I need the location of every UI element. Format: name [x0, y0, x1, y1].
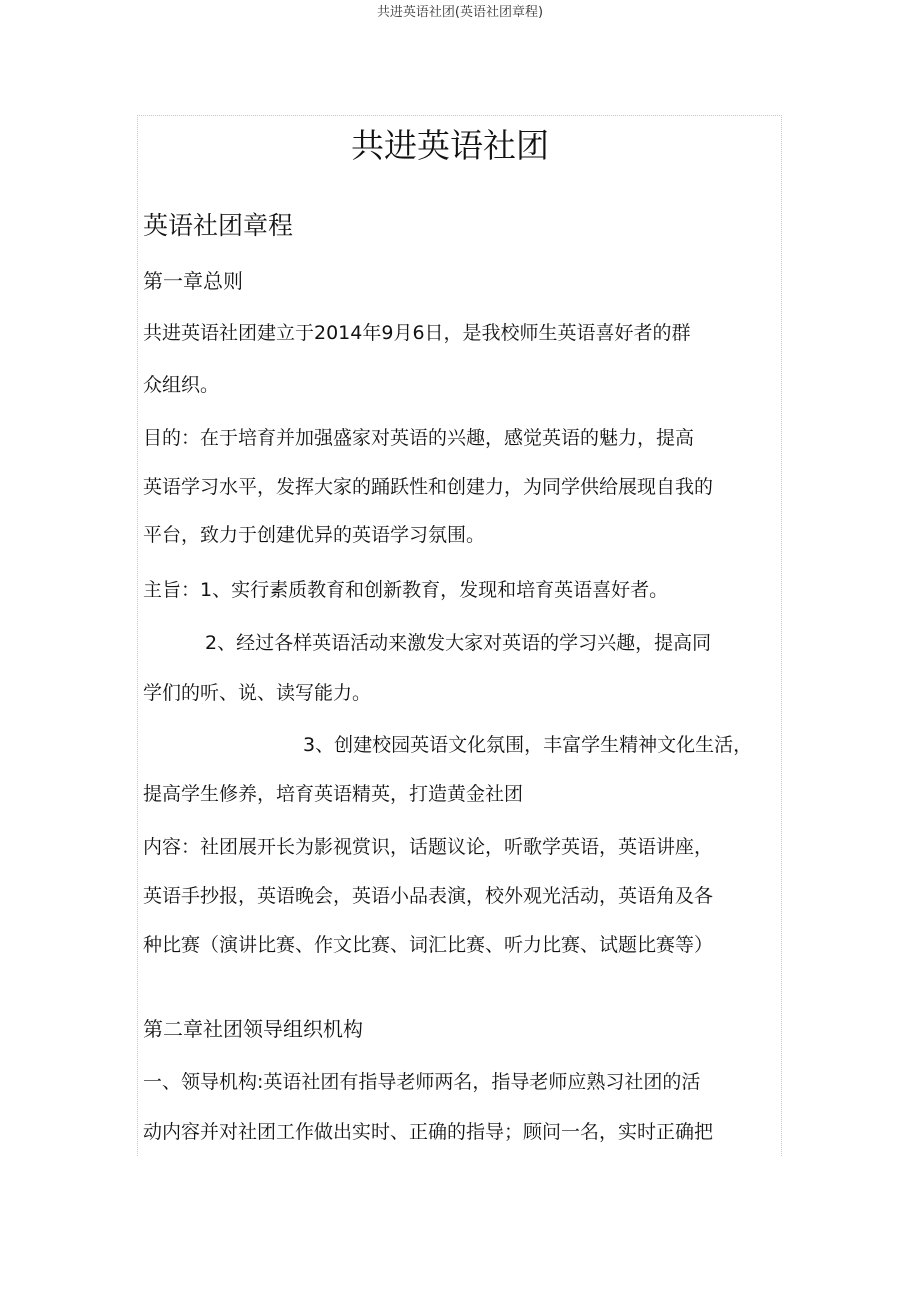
purpose-line-2: 英语学习水平，发挥大家的踊跃性和创建力，为同学供给展现自我的	[143, 476, 714, 498]
running-header: 共进英语社团(英语社团章程)	[376, 5, 544, 20]
document-title: 共进英语社团	[351, 126, 549, 165]
chapter-2-heading: 第二章社团领导组织机构	[143, 1017, 363, 1041]
purpose-line-3: 平台，致力于创建优异的英语学习氛围。	[143, 524, 486, 546]
purpose-line-1: 目的：在于培育并加强盛家对英语的兴趣，感觉英语的魅力，提高	[143, 427, 695, 449]
chapter-1-heading: 第一章总则	[143, 269, 243, 293]
content-line-1: 内容：社团展开长为影视赏识，话题议论，听歌学英语，英语讲座，	[143, 836, 714, 858]
leadership-line-1: 一、领导机构:英语社团有指导老师两名，指导老师应熟习社团的活	[143, 1071, 701, 1093]
aim-2-line-2: 学们的听、说、读写能力。	[143, 682, 372, 704]
intro-line-1: 共进英语社团建立于2014年9月6日，是我校师生英语喜好者的群	[143, 322, 691, 344]
content-line-3: 种比赛（演讲比赛、作文比赛、词汇比赛、听力比赛、试题比赛等）	[143, 934, 714, 956]
aim-1: 主旨：1、实行素质教育和创新教育，发现和培育英语喜好者。	[143, 579, 669, 601]
leadership-line-2: 动内容并对社团工作做出实时、正确的指导；顾问一名，实时正确把	[143, 1121, 714, 1143]
aim-3-line-2: 提高学生修养，培育英语精英，打造黄金社团	[143, 783, 524, 805]
aim-3-line-1: 3、创建校园英语文化氛围，丰富学生精神文化生活，	[303, 734, 753, 756]
intro-line-2: 众组织。	[143, 374, 220, 396]
aim-2-line-1: 2、经过各样英语活动来激发大家对英语的学习兴趣，提高同	[205, 632, 712, 654]
content-line-2: 英语手抄报，英语晚会，英语小品表演，校外观光活动，英语角及各	[143, 885, 714, 907]
document-subtitle: 英语社团章程	[143, 211, 294, 240]
